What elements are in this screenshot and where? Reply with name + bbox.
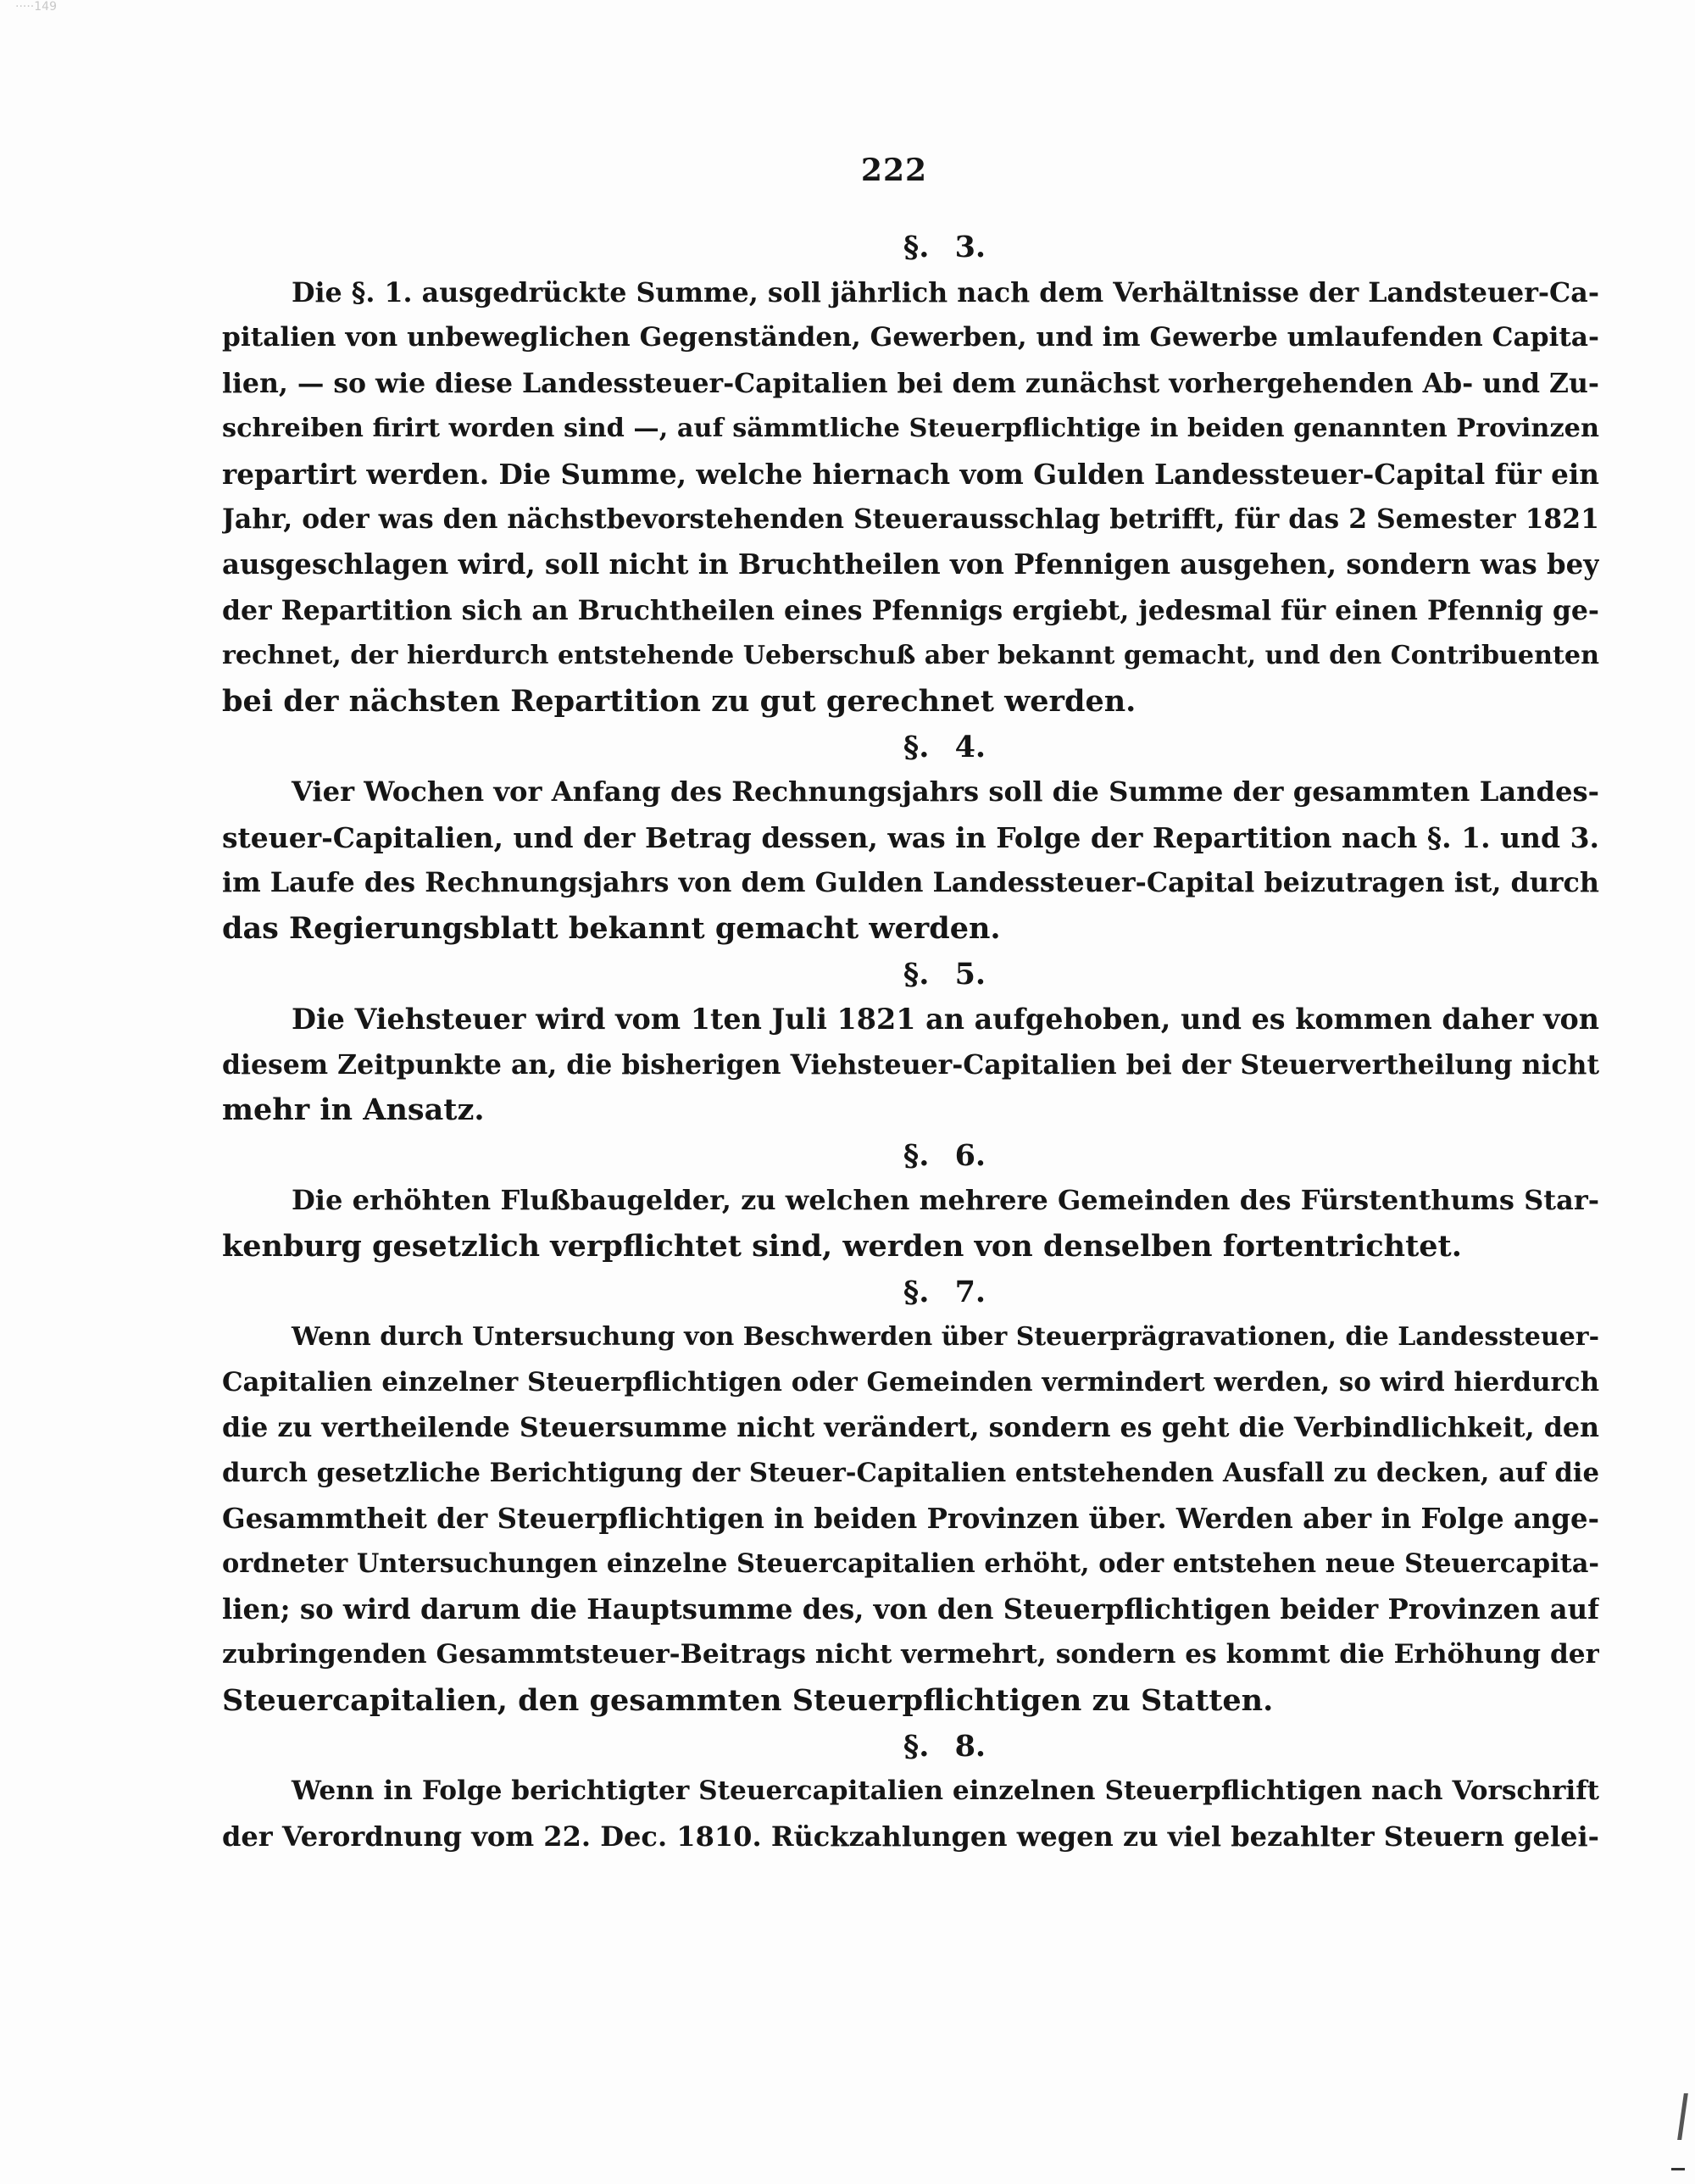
body-text	[222, 225, 1599, 1859]
paragraph-line: schreiben firirt worden sind —, auf sämmtliche Steuerpflichtige in beiden genannten Provinzen	[222, 414, 1599, 444]
paragraph-line: Wenn durch Untersuchung von Beschwerden über Steuerprägravationen, die Landessteuer-	[292, 1322, 1599, 1353]
scan-mark: ·····149	[15, 0, 57, 14]
section-heading-3: §. 3.	[903, 230, 986, 264]
section-heading-6: §. 6.	[903, 1137, 986, 1173]
paragraph-line: rechnet, der hierdurch entstehende Ueberschuß aber bekannt gemacht, und den Contribuenten	[222, 641, 1599, 671]
paragraph-line: ausgeschlagen wird, soll nicht in Bruchtheilen von Pfennigen ausgehen, sondern was bey	[222, 548, 1599, 581]
paragraph-line: der Repartition sich an Bruchtheilen eines Pfennigs ergiebt, jedesmal für einen Pfennig ge-	[222, 594, 1599, 626]
paragraph-line: im Laufe des Rechnungsjahrs von dem Gulden Landessteuer-Capital beizutragen ist, durch	[222, 867, 1599, 899]
paragraph-line: ordneter Untersuchungen einzelne Steuercapitalien erhöht, oder entstehen neue Steuercapita-	[222, 1548, 1599, 1580]
scan-edge-dash	[1671, 2168, 1685, 2170]
paragraph-line: Die erhöhten Flußbaugelder, zu welchen mehrere Gemeinden des Fürstenthums Star-	[292, 1184, 1599, 1217]
section-heading-7: §. 7.	[903, 1274, 986, 1309]
paragraph-line: pitalien von unbeweglichen Gegenständen, Gewerben, und im Gewerbe umlaufenden Capita-	[222, 322, 1599, 353]
paragraph-line: repartirt werden. Die Summe, welche hiernach vom Gulden Landessteuer-Capital für ein	[222, 457, 1599, 491]
scan-edge-mark	[1677, 2093, 1688, 2140]
paragraph-line: steuer-Capitalien, und der Betrag dessen, was in Folge der Repartition nach §. 1. und 3.	[222, 820, 1599, 854]
paragraph-line: kenburg gesetzlich verpflichtet sind, werden von denselben fortentrichtet.	[222, 1229, 1462, 1264]
paragraph-line: Vier Wochen vor Anfang des Rechnungsjahrs soll die Summe der gesammten Landes-	[292, 775, 1599, 809]
paragraph-line: lien; so wird darum die Hauptsumme des, von den Steuerpflichtigen beider Provinzen auf	[222, 1592, 1599, 1625]
paragraph-line: durch gesetzliche Berichtigung der Steuer-Capitalien entstehenden Ausfall zu decken, auf die	[222, 1458, 1599, 1489]
paragraph-line: Jahr, oder was den nächstbevorstehenden Steuerausschlag betrifft, für das 2 Semester 1821	[222, 503, 1599, 535]
paragraph-line: zubringenden Gesammtsteuer-Beitrags nicht vermehrt, sondern es kommt die Erhöhung der	[222, 1639, 1599, 1670]
paragraph-line: Gesammtheit der Steuerpflichtigen in beiden Provinzen über. Werden aber in Folge ange-	[222, 1502, 1599, 1535]
paragraph-line: bei der nächsten Repartition zu gut gerechnet werden.	[222, 683, 1136, 719]
paragraph-line: die zu vertheilende Steuersumme nicht verändert, sondern es geht die Verbindlichkeit, den	[222, 1412, 1599, 1444]
paragraph-line: das Regierungsblatt bekannt gemacht werden.	[222, 910, 1001, 946]
paragraph-line: lien, — so wie diese Landessteuer-Capitalien bei dem zunächst vorhergehenden Ab- und Zu-	[222, 367, 1599, 399]
paragraph-line: diesem Zeitpunkte an, die bisherigen Viehsteuer-Capitalien bei der Steuervertheilung nicht	[222, 1048, 1599, 1081]
paragraph-line: mehr in Ansatz.	[222, 1092, 485, 1128]
page-number: 222	[860, 153, 928, 188]
paragraph-line: Capitalien einzelner Steuerpflichtigen oder Gemeinden vermindert werden, so wird hierdurch	[222, 1366, 1599, 1398]
section-heading-5: §. 5.	[903, 956, 986, 992]
paragraph-line: Die §. 1. ausgedrückte Summe, soll jährlich nach dem Verhältnisse der Landsteuer-Ca-	[292, 276, 1599, 308]
paragraph-line: der Verordnung vom 22. Dec. 1810. Rückzahlungen wegen zu viel bezahlter Steuern gelei-	[222, 1820, 1599, 1853]
section-heading-4: §. 4.	[903, 729, 986, 764]
paragraph-line: Wenn in Folge berichtigter Steuercapitalien einzelnen Steuerpflichtigen nach Vorschrift	[292, 1776, 1599, 1807]
section-heading-8: §. 8.	[903, 1728, 986, 1764]
paragraph-line: Die Viehsteuer wird vom 1ten Juli 1821 an aufgehoben, und es kommen daher von	[292, 1003, 1599, 1036]
paragraph-line: Steuercapitalien, den gesammten Steuerpflichtigen zu Statten.	[222, 1683, 1274, 1718]
